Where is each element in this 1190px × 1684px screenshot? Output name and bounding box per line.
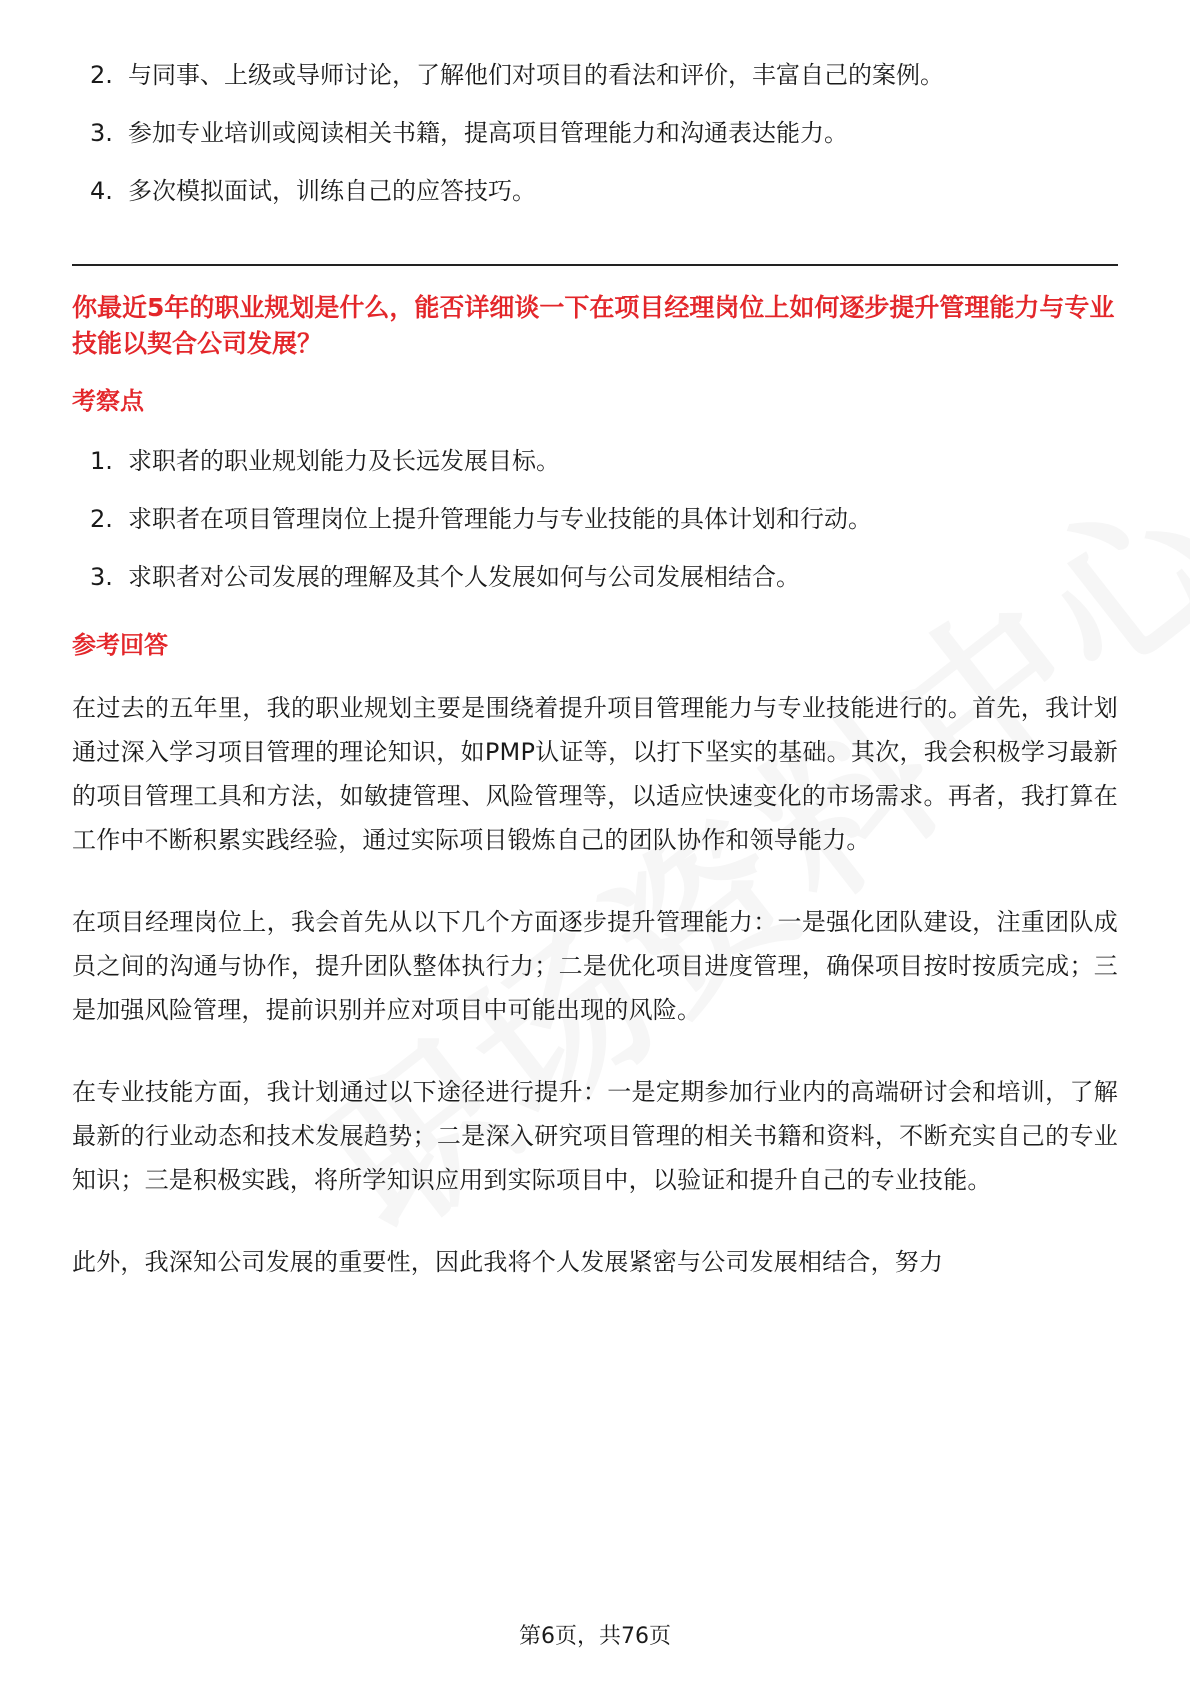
answer-paragraph: 在专业技能方面，我计划通过以下途径进行提升：一是定期参加行业内的高端研讨会和培训，了解最新的行业动态和技术发展趋势；二是深入研究项目管理的相关书籍和资料，不断充实自己的专业知识；三是积极实践，将所学知识应用到实际项目中，以验证和提升自己的专业技能。: [72, 1078, 1118, 1194]
list-text: 求职者的职业规划能力及长远发展目标。: [128, 447, 560, 475]
list-item: [72, 174, 1118, 208]
list-number: 4.: [90, 177, 113, 205]
list-item: [72, 444, 1118, 478]
list-number: 3.: [90, 563, 113, 591]
list-item: [72, 502, 1118, 536]
list-item: [72, 116, 1118, 150]
list-number: 2.: [90, 505, 113, 533]
answer-paragraph: 此外，我深知公司发展的重要性，因此我将个人发展紧密与公司发展相结合，努力: [72, 1248, 944, 1276]
answer-heading: 参考回答: [72, 631, 168, 659]
answer-paragraph: 在项目经理岗位上，我会首先从以下几个方面逐步提升管理能力：一是强化团队建设，注重团队成员之间的沟通与协作，提升团队整体执行力；二是优化项目进度管理，确保项目按时按质完成；三是加强风险管理，提前识别并应对项目中可能出现的风险。: [72, 908, 1118, 1024]
list-number: 2.: [90, 61, 113, 89]
focus-list: [72, 444, 1118, 594]
answer-paragraph: 在过去的五年里，我的职业规划主要是围绕着提升项目管理能力与专业技能进行的。首先，我计划通过深入学习项目管理的理论知识，如PMP认证等，以打下坚实的基础。其次，我会积极学习最新的项目管理工具和方法，如敏捷管理、风险管理等，以适应快速变化的市场需求。再者，我打算在工作中不断积累实践经验，通过实际项目锻炼自己的团队协作和领导能力。: [72, 694, 1118, 854]
list-text: 与同事、上级或导师讨论，了解他们对项目的看法和评价，丰富自己的案例。: [128, 61, 944, 89]
list-text: 多次模拟面试，训练自己的应答技巧。: [128, 177, 536, 205]
list-text: 参加专业培训或阅读相关书籍，提高项目管理能力和沟通表达能力。: [128, 119, 848, 147]
list-item: [72, 560, 1118, 594]
preparation-list: [72, 58, 1118, 208]
interview-question: 你最近5年的职业规划是什么，能否详细谈一下在项目经理岗位上如何逐步提升管理能力与专业技能以契合公司发展？: [72, 293, 1115, 358]
focus-heading: 考察点: [72, 387, 144, 415]
list-item: [72, 58, 1118, 92]
list-text: 求职者对公司发展的理解及其个人发展如何与公司发展相结合。: [128, 563, 800, 591]
page-number: 第6页，共76页: [519, 1624, 671, 1649]
list-number: 1.: [90, 447, 113, 475]
document-page: [72, 58, 1118, 1322]
list-number: 3.: [90, 119, 113, 147]
section-divider: [72, 264, 1118, 266]
list-text: 求职者在项目管理岗位上提升管理能力与专业技能的具体计划和行动。: [128, 505, 872, 533]
